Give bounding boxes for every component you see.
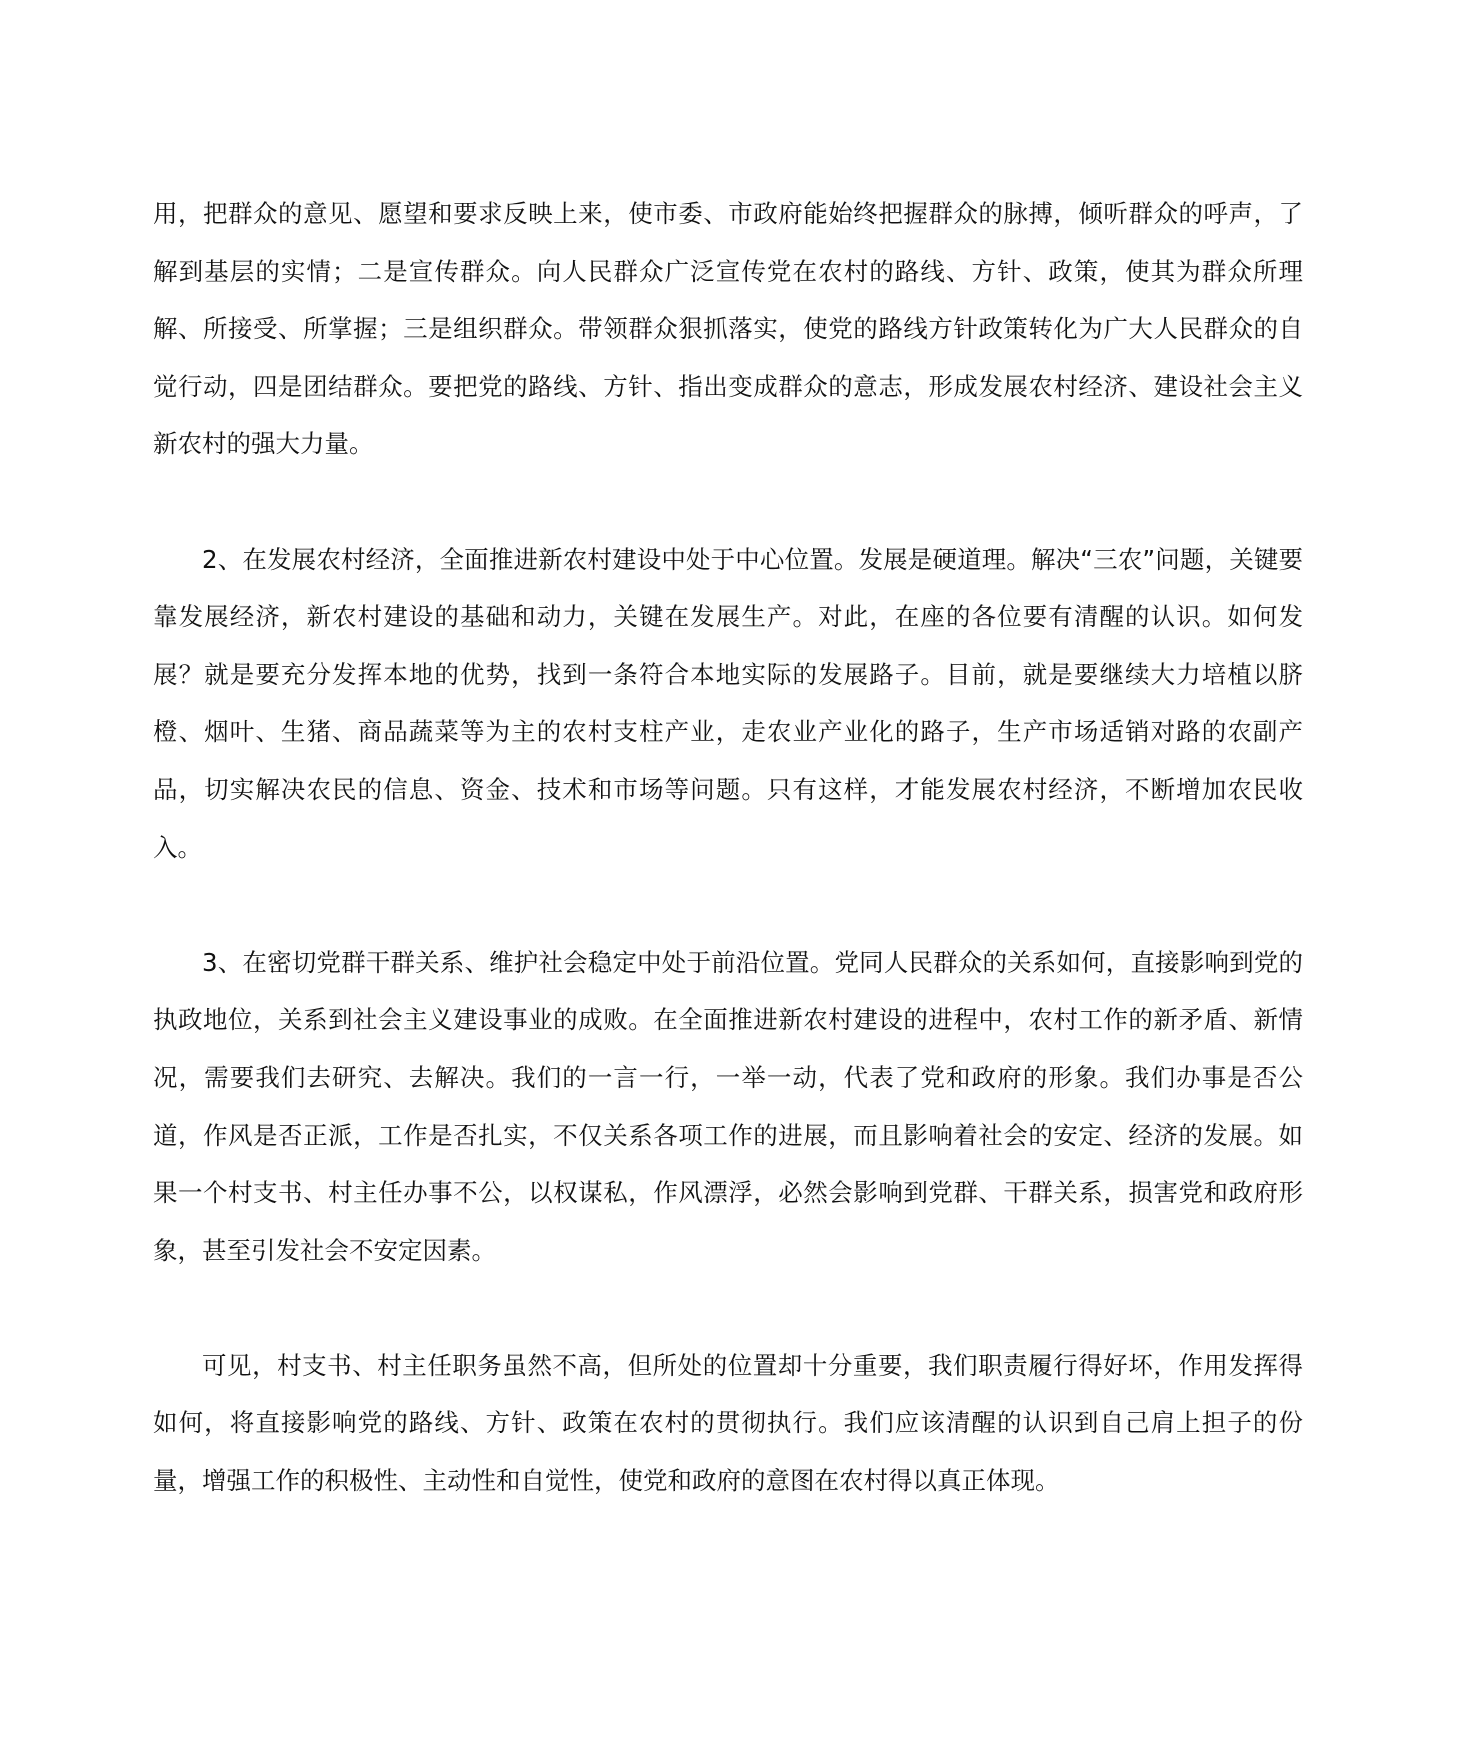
paragraph-conclusion: 可见，村支书、村主任职务虽然不高，但所处的位置却十分重要，我们职责履行得好坏，作用发挥得如何，将直接影响党的路线、方针、政策在农村的贯彻执行。我们应该清醒的认识到自己肩上担子的份量，增强工作的积极性、主动性和自觉性，使党和政府的意图在农村得以真正体现。	[153, 1350, 1303, 1496]
paragraph-continuation: 用，把群众的意见、愿望和要求反映上来，使市委、市政府能始终把握群众的脉搏，倾听群众的呼声，了解到基层的实情；二是宣传群众。向人民群众广泛宣传党在农村的路线、方针、政策，使其为群众所理解、所接受、所掌握；三是组织群众。带领群众狠抓落实，使党的路线方针政策转化为广大人民群众的自觉行动，四是团结群众。要把党的路线、方针、指出变成群众的意志，形成发展农村经济、建设社会主义新农村的强大力量。	[153, 199, 1303, 459]
paragraph-point-3: 3、在密切党群干群关系、维护社会稳定中处于前沿位置。党同人民群众的关系如何，直接影响到党的执政地位，关系到社会主义建设事业的成败。在全面推进新农村建设的进程中，农村工作的新矛盾、新情况，需要我们去研究、去解决。我们的一言一行，一举一动，代表了党和政府的形象。我们办事是否公道，作风是否正派，工作是否扎实，不仅关系各项工作的进展，而且影响着社会的安定、经济的发展。如果一个村支书、村主任办事不公，以权谋私，作风漂浮，必然会影响到党群、干群关系，损害党和政府形象，甚至引发社会不安定因素。	[153, 947, 1303, 1265]
document-body	[153, 185, 1303, 1510]
paragraph-point-2: 2、在发展农村经济，全面推进新农村建设中处于中心位置。发展是硬道理。解决“三农”问题，关键要靠发展经济，新农村建设的基础和动力，关键在发展生产。对此，在座的各位要有清醒的认识。如何发展？就是要充分发挥本地的优势，找到一条符合本地实际的发展路子。目前，就是要继续大力培植以脐橙、烟叶、生猪、商品蔬菜等为主的农村支柱产业，走农业产业化的路子，生产市场适销对路的农副产品，切实解决农民的信息、资金、技术和市场等问题。只有这样，才能发展农村经济，不断增加农民收入。	[153, 544, 1303, 862]
